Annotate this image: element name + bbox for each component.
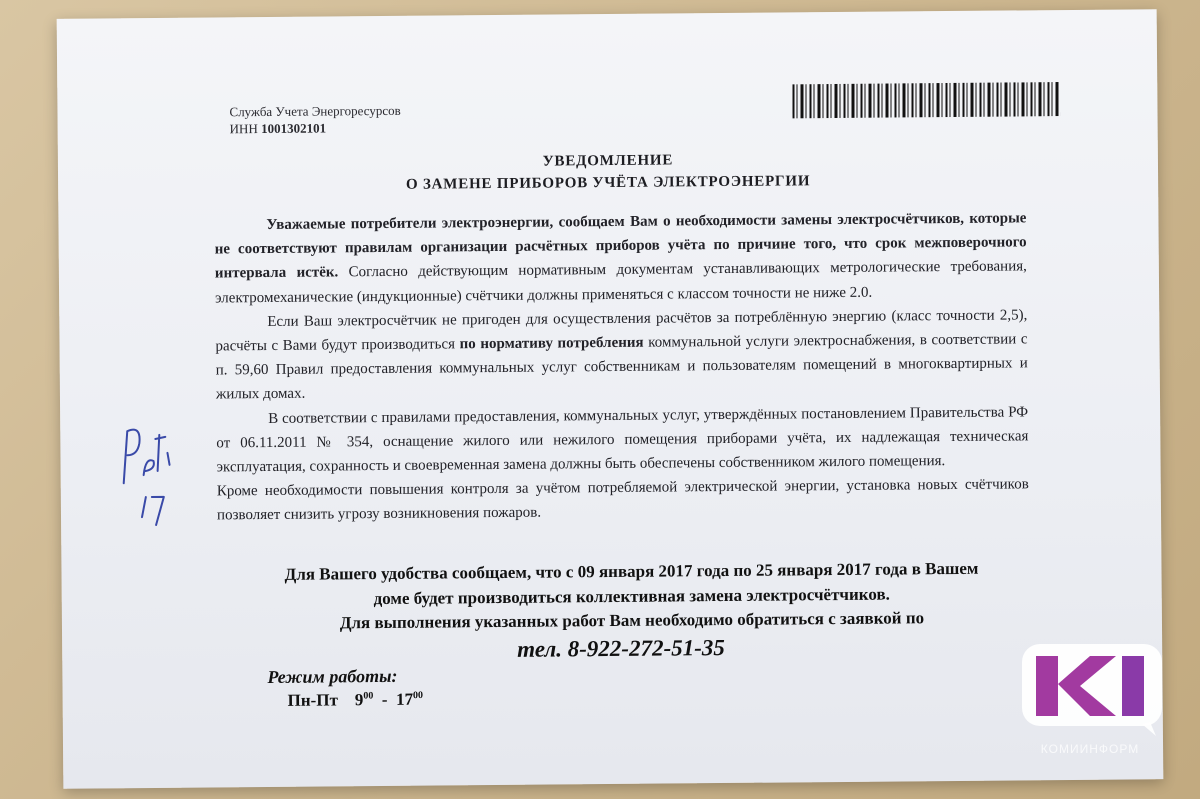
paragraph-2 <box>215 303 1028 407</box>
barcode <box>792 82 1060 118</box>
hours-end-min: 00 <box>412 689 424 702</box>
paragraph-2-bold: по нормативу потребления <box>459 334 644 353</box>
sender-block <box>229 102 401 137</box>
paragraph-1-bold: Уважаемые потребители электроэнергии, сообщаем Вам о необходимости замены электросчётчиков, которые не соответствуют правилам организации расчётных приборов учёта по причине того, что срок межповерочного интервала истёк. <box>214 210 1027 282</box>
logo-caption: КОМИИНФОРМ <box>1040 742 1140 756</box>
notice-sheet <box>57 9 1164 789</box>
notice-title <box>58 145 1158 199</box>
paragraph-4: Кроме необходимости повышения контроля за учётом потребляемой электрической энергии, установка новых счётчиков позволяет снизить угрозу возникновения пожаров. <box>216 476 1029 524</box>
komiinform-logo <box>1018 640 1166 736</box>
paragraph-3: В соответствии с правилами предоставления, коммунальных услуг, утверждённых постановлением Правительства РФ от 06.11.2011 № 354, оснащение жилого или нежилого помещения приборами учёта, их надлежащая техническая эксплуатация, сохранность и своевременная замена должны быть обеспечены собственником жилого помещения. <box>216 403 1029 476</box>
title-line-2: О ЗАМЕНЕ ПРИБОРОВ УЧЁТА ЭЛЕКТРОЭНЕРГИИ <box>405 173 811 193</box>
notice-line-3: Для выполнения указанных работ Вам необходимо обратиться с заявкой по <box>339 608 925 633</box>
paragraph-1 <box>214 206 1027 310</box>
inn-label: ИНН <box>229 121 258 137</box>
handwritten-note <box>115 413 186 534</box>
sender-org: Служба Учета Энергоресурсов <box>229 102 401 120</box>
inn-number: 1001302101 <box>260 120 327 137</box>
contact-phone: тел. 8-922-272-51-35 <box>517 635 725 662</box>
hours-start-min: 00 <box>363 690 374 702</box>
hours-days: Пн-Пт <box>287 690 338 710</box>
sender-inn <box>230 119 401 137</box>
hours-end: 17 <box>395 689 414 709</box>
hours-start: 9 <box>354 690 364 710</box>
title-line-1: УВЕДОМЛЕНИЕ <box>542 152 674 170</box>
paragraph-2-b: коммунальной услуги электроснабжения, в соответствии с п. 59,60 Правил предоставления коммунальных услуг собственникам и пользователям помещений в многоквартирных и жилых домах. <box>215 331 1028 403</box>
working-hours <box>288 690 424 711</box>
paragraph-1-rest: Согласно действующим нормативным документам устанавливающих метрологические требования, электромеханические (индукционные) счётчики должны применяться с классом точности не ниже 2.0. <box>215 258 1027 307</box>
notice-line-1: Для Вашего удобства сообщаем, что с 09 января 2017 года по 25 января 2017 года в Вашем <box>284 558 979 584</box>
notice-line-2: доме будет производиться коллективная замена электросчётчиков. <box>373 584 890 609</box>
paragraph-2-a: Если Ваш электросчётчик не пригоден для осуществления расчётов за потреблённую энергию (класс точности 2,5), расчёты с Вами будут производиться <box>215 307 1028 355</box>
hours-label: Режим работы: <box>267 665 398 687</box>
notice-body <box>214 206 1029 528</box>
hours-separator: - <box>381 689 388 710</box>
